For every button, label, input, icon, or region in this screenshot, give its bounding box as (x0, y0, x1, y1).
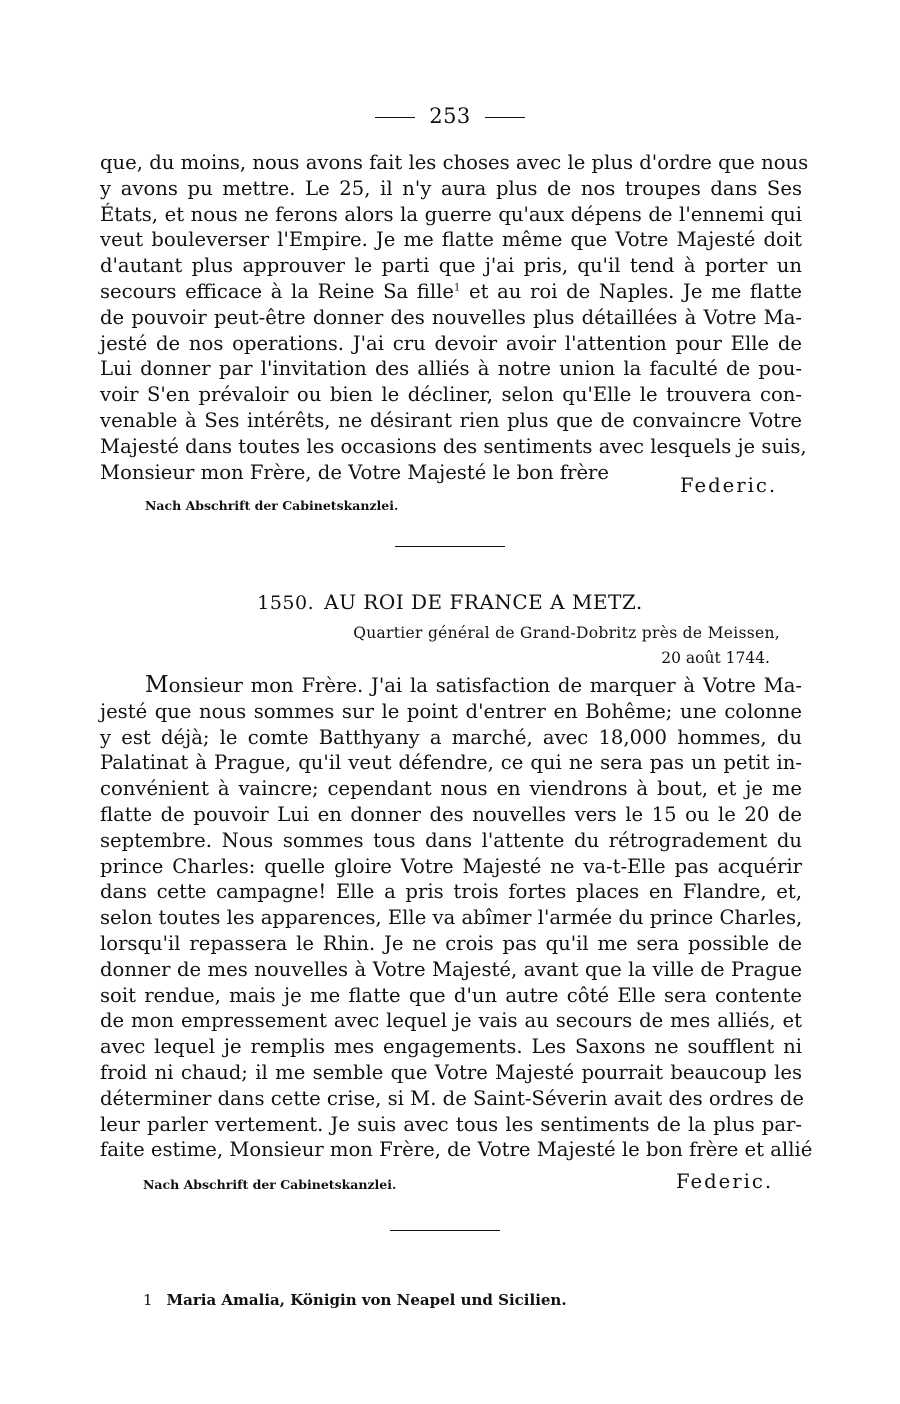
letter1-line: États, et nous ne ferons alors la guerre qu'aux dépens de l'ennemi qui (100, 202, 802, 226)
letter2-line: septembre. Nous sommes tous dans l'attente du rétrogradement du (100, 828, 802, 852)
letter2-line: dans cette campagne! Elle a pris trois fortes places en Flandre, et, (100, 880, 802, 904)
first-line-text: onsieur mon Frère. J'ai la satisfaction de marquer à Votre Ma- (168, 674, 802, 697)
letter2-line: convénient à vaincre; cependant nous en viendrons à bout, et je me (100, 777, 802, 801)
letter2-line: selon toutes les apparences, Elle va abîmer l'armée du prince Charles, (100, 906, 803, 930)
letter2-body (100, 672, 813, 1163)
letter2-place: Quartier général de Grand-Dobritz près de Meissen, (353, 624, 780, 642)
letter1-line: que, du moins, nous avons fait les choses avec le plus d'ordre que nous (100, 151, 809, 174)
letter1-line: de pouvoir peut-être donner des nouvelles plus détaillées à Votre Ma- (100, 305, 802, 329)
letter1-source: Nach Abschrift der Cabinetskanzlei. (145, 498, 399, 513)
footnote-text: Maria Amalia, Königin von Neapel und Sicilien. (166, 1291, 567, 1309)
letter1-line: venable à Ses intérêts, ne désirant rien plus que de convaincre Votre (100, 408, 802, 432)
letter2-line: lorsqu'il repassera le Rhin. Je ne crois pas qu'il me sera possible de (100, 931, 802, 955)
page-number-text: 253 (429, 104, 471, 128)
letter1-line: Majesté dans toutes les occasions des sentiments avec lesquels je suis, (100, 434, 807, 458)
letter2-first-line (100, 673, 802, 699)
letter1-body (100, 150, 809, 485)
letter-number: 1550. (257, 592, 315, 614)
letter2-line: jesté que nous sommes sur le point d'entrer en Bohême; une colonne (100, 699, 802, 723)
letter2-date: 20 août 1744. (661, 649, 770, 667)
letter2-line: avec lequel je remplis mes engagements. Les Saxons ne soufflent ni (100, 1035, 802, 1059)
footnote-ref: 1 (454, 282, 461, 294)
page-number-dash-left (375, 117, 415, 118)
letter2-heading (0, 590, 900, 614)
letter1-line: jesté de nos operations. J'ai cru devoir avoir l'attention pour Elle de (100, 331, 802, 355)
letter2-line: Palatinat à Prague, qu'il veut défendre, ce qui ne sera pas un petit in- (100, 751, 802, 775)
letter2-line: y est déjà; le comte Batthyany a marché, avec 18,000 hommes, du (100, 725, 802, 749)
letter1-line: Lui donner par l'invitation des alliés à notre union la faculté de pou- (100, 357, 802, 381)
letter2-line: froid ni chaud; il me semble que Votre Majesté pourrait beaucoup les (100, 1060, 802, 1084)
dropcap: M (145, 672, 169, 698)
letter1-line: veut bouleverser l'Empire. Je me flatte même que Votre Majesté doit (100, 228, 802, 252)
footnote (143, 1291, 567, 1309)
letter2-line: faite estime, Monsieur mon Frère, de Votre Majesté le bon frère et allié (100, 1138, 813, 1162)
page-number-dash-right (485, 117, 525, 118)
letter2-line: déterminer dans cette crise, si M. de Saint-Séverin avait des ordres de (100, 1086, 805, 1110)
footnote-number: 1 (143, 1291, 153, 1309)
letter2-line: flatte de pouvoir Lui en donner des nouvelles vers le 15 ou le 20 de (100, 802, 802, 826)
page-number (0, 104, 900, 128)
letter1-line-tail: et au roi de Naples. Je me flatte (460, 279, 802, 303)
section-divider (395, 546, 505, 547)
section-divider (390, 1230, 500, 1231)
letter2-line: de mon empressement avec lequel je vais au secours de mes alliés, et (100, 1009, 802, 1033)
letter2-source: Nach Abschrift der Cabinetskanzlei. (143, 1177, 397, 1192)
letter1-line-with-footnote (100, 279, 802, 305)
letter-title: AU ROI DE FRANCE A METZ. (324, 590, 643, 614)
letter2-signature: Federic. (676, 1170, 774, 1193)
letter2-line: donner de mes nouvelles à Votre Majesté, avant que la ville de Prague (100, 957, 802, 981)
letter1-signature: Federic. (680, 474, 778, 497)
letter1-line: voir S'en prévaloir ou bien le décliner, selon qu'Elle le trouvera con- (100, 383, 802, 407)
letter1-line: Monsieur mon Frère, de Votre Majesté le bon frère (100, 460, 610, 484)
letter2-line: prince Charles: quelle gloire Votre Majesté ne va-t-Elle pas acquérir (100, 854, 802, 878)
letter2-line: leur parler vertement. Je suis avec tous les sentiments de la plus par- (100, 1112, 802, 1136)
letter2-line: soit rendue, mais je me flatte que d'un autre côté Elle sera contente (100, 983, 802, 1007)
letter1-line: d'autant plus approuver le parti que j'ai pris, qu'il tend à porter un (100, 254, 802, 278)
letter1-line: y avons pu mettre. Le 25, il n'y aura plus de nos troupes dans Ses (100, 176, 802, 200)
letter1-line-head: secours efficace à la Reine Sa fille (100, 279, 455, 303)
